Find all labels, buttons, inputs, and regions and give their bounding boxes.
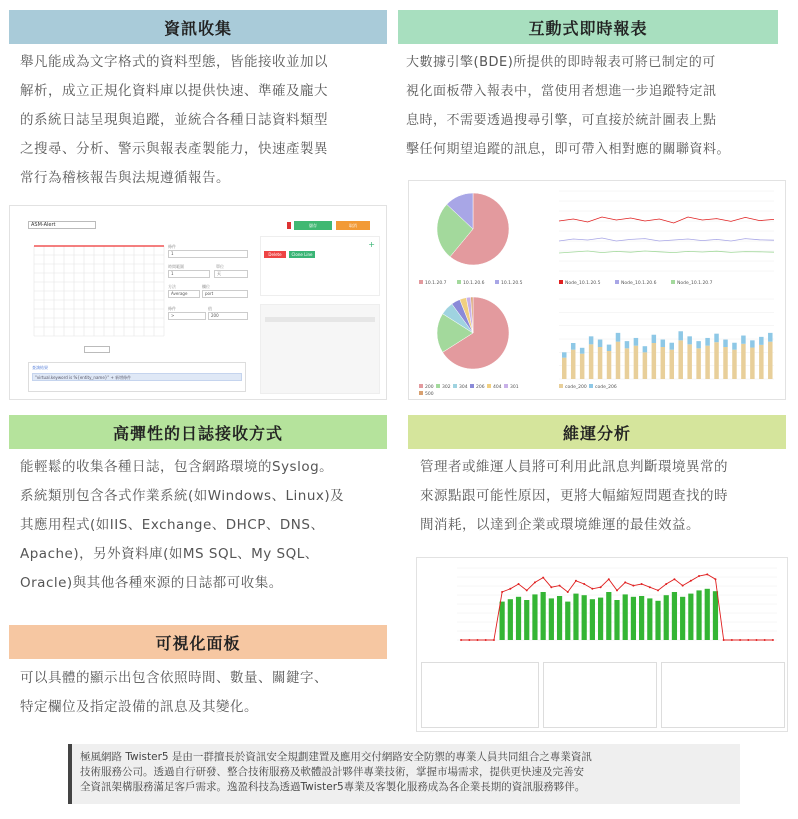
data-point bbox=[649, 586, 651, 588]
section-header-receive bbox=[9, 415, 387, 449]
bar bbox=[647, 598, 652, 640]
bar bbox=[589, 336, 594, 344]
company-footer bbox=[68, 744, 740, 804]
legend-label: Node_10.1.20.6 bbox=[621, 281, 657, 286]
legend-label: 10.1.20.7 bbox=[425, 281, 447, 286]
clone-chip-label: Clone Line bbox=[291, 252, 313, 257]
select-value: 1 bbox=[171, 251, 174, 256]
alert-grid-chart bbox=[26, 236, 166, 346]
data-point bbox=[682, 585, 684, 587]
bar bbox=[639, 596, 644, 640]
bar bbox=[571, 350, 576, 379]
data-point bbox=[723, 639, 725, 641]
plus-icon[interactable]: + bbox=[368, 240, 375, 249]
legend-swatch bbox=[419, 391, 423, 395]
bar bbox=[741, 344, 746, 379]
data-point bbox=[518, 583, 520, 585]
bar bbox=[652, 343, 657, 379]
query-text: "virtual.keyword is %{entity_name}" bbox=[35, 375, 110, 380]
bar bbox=[589, 344, 594, 379]
data-point bbox=[714, 578, 716, 580]
text-line: 之搜尋、分析、警示與報表產製能力，快速產製異 bbox=[20, 141, 328, 157]
section-header-collect bbox=[9, 10, 387, 44]
code-panel bbox=[260, 304, 380, 394]
bar bbox=[750, 348, 755, 379]
bar bbox=[616, 333, 621, 342]
text-line: 的系統日誌呈現與追蹤，並統合各種日誌資料類型 bbox=[20, 112, 328, 128]
code-line bbox=[265, 317, 375, 322]
delete-chip-label: Delete bbox=[268, 252, 282, 257]
select-value: Average bbox=[171, 291, 188, 296]
bar bbox=[688, 594, 693, 640]
query-input[interactable] bbox=[32, 373, 242, 381]
bar bbox=[713, 591, 718, 640]
data-point bbox=[641, 583, 643, 585]
bar bbox=[590, 599, 595, 640]
bar bbox=[516, 597, 521, 640]
text-line: 擊任何期望追蹤的訊息，即可帶入相對應的關聯資料。 bbox=[406, 142, 731, 157]
data-point bbox=[698, 575, 700, 577]
select-field[interactable] bbox=[168, 290, 200, 298]
legend-swatch bbox=[504, 384, 508, 388]
cancel-label: 取消 bbox=[349, 223, 357, 228]
bar bbox=[524, 600, 529, 640]
legend-label: 10.1.20.5 bbox=[501, 281, 523, 286]
save-button[interactable] bbox=[294, 221, 332, 230]
bar bbox=[643, 352, 648, 379]
bar bbox=[672, 592, 677, 640]
text-line: 特定欄位及指定設備的訊息及其變化。 bbox=[20, 699, 258, 715]
bar bbox=[614, 600, 619, 640]
legend-label: 206 bbox=[476, 385, 485, 390]
cancel-button[interactable] bbox=[336, 221, 370, 230]
text-line: 來源點跟可能性原因，更將大幅縮短問題查找的時 bbox=[420, 488, 728, 504]
clone-chip[interactable] bbox=[289, 251, 315, 258]
data-point bbox=[477, 639, 479, 641]
data-point bbox=[673, 578, 675, 580]
text-line: 可以具體的顯示出包含依照時間、數量、關鍵字、 bbox=[20, 670, 328, 686]
report-paragraph bbox=[406, 48, 791, 164]
stat-table bbox=[421, 662, 539, 728]
query-label: 查詢結果 bbox=[32, 365, 48, 370]
data-point bbox=[509, 588, 511, 590]
section-title: 資訊收集 bbox=[163, 18, 232, 38]
data-point bbox=[657, 589, 659, 591]
data-point bbox=[600, 586, 602, 588]
data-point bbox=[608, 578, 610, 580]
bar bbox=[723, 347, 728, 379]
select-value: port bbox=[205, 291, 214, 296]
bar bbox=[598, 347, 603, 379]
ops-bar-line-chart bbox=[417, 558, 788, 658]
select-field[interactable] bbox=[214, 270, 248, 278]
bar bbox=[606, 592, 611, 640]
bar bbox=[607, 351, 612, 379]
bar bbox=[687, 344, 692, 379]
receive-paragraph bbox=[20, 453, 390, 598]
legend-label: 304 bbox=[459, 385, 468, 390]
bar bbox=[680, 597, 685, 640]
legend-swatch bbox=[671, 280, 675, 284]
legend-label: 301 bbox=[510, 385, 519, 390]
legend-swatch bbox=[453, 384, 457, 388]
legend-label: 10.1.20.6 bbox=[463, 281, 485, 286]
ops-analysis-screenshot bbox=[416, 557, 788, 732]
text-line: 大數據引擎(BDE)所提供的即時報表可將已制定的可 bbox=[406, 55, 716, 70]
legend-swatch bbox=[436, 384, 440, 388]
bar bbox=[664, 595, 669, 640]
alert-name-value: ASM-Alert bbox=[31, 222, 56, 228]
bar bbox=[500, 602, 505, 640]
bar bbox=[750, 340, 755, 347]
stat-table bbox=[543, 662, 657, 728]
stat-table bbox=[661, 662, 785, 728]
text-line: 常行為稽核報告與法規遵循報告。 bbox=[20, 170, 230, 186]
section-header-report bbox=[398, 10, 778, 44]
ops-paragraph bbox=[420, 453, 792, 540]
section-title: 高彈性的日誌接收方式 bbox=[112, 423, 283, 443]
data-point bbox=[591, 588, 593, 590]
bar bbox=[562, 358, 567, 379]
data-point bbox=[550, 586, 552, 588]
action-panel bbox=[260, 236, 380, 296]
legend-swatch bbox=[487, 384, 491, 388]
series-line bbox=[559, 238, 774, 241]
bar bbox=[705, 589, 710, 640]
bar bbox=[625, 341, 630, 348]
bar bbox=[661, 340, 666, 347]
bar bbox=[623, 594, 628, 640]
data-point bbox=[575, 580, 577, 582]
bar bbox=[687, 336, 692, 344]
legend-label: code_200 bbox=[565, 385, 587, 390]
bar bbox=[652, 335, 657, 343]
bar bbox=[643, 346, 648, 352]
red-marker bbox=[287, 222, 291, 229]
series-line bbox=[559, 217, 774, 223]
bar bbox=[696, 341, 701, 348]
data-point bbox=[501, 591, 503, 593]
bar bbox=[741, 336, 746, 344]
field-label: 時間範圍 bbox=[168, 264, 184, 269]
alert-settings-screenshot bbox=[9, 205, 387, 400]
select-field[interactable] bbox=[168, 250, 248, 258]
select-field[interactable] bbox=[168, 270, 210, 278]
footer-line: 極風網路 Twister5 是由一群擅長於資訊安全規劃建置及應用交付網路安全防禦的專業人員共同組合之專業資訊 bbox=[80, 751, 592, 763]
bar bbox=[508, 599, 513, 640]
bar bbox=[557, 596, 562, 640]
field-label: 欄位 bbox=[202, 284, 210, 289]
bar bbox=[565, 602, 570, 640]
bar bbox=[705, 346, 710, 379]
series-line bbox=[559, 251, 774, 253]
legend-swatch bbox=[615, 280, 619, 284]
bar bbox=[723, 340, 728, 347]
footer-line: 技術服務公司。透過自行研發、整合技術服務及軟體設計夥伴專業技術，掌握市場需求，提供更快速及完善安 bbox=[80, 766, 584, 778]
field-label: 條件 bbox=[168, 306, 176, 311]
bar bbox=[655, 601, 660, 640]
delete-chip[interactable] bbox=[264, 251, 286, 258]
bar bbox=[634, 338, 639, 346]
data-point bbox=[559, 585, 561, 587]
bar bbox=[759, 345, 764, 379]
data-point bbox=[772, 639, 774, 641]
legend-label: 200 bbox=[425, 385, 434, 390]
data-point bbox=[665, 583, 667, 585]
bar bbox=[625, 348, 630, 379]
text-line: 舉凡能成為文字格式的資料型態，皆能接收並加以 bbox=[20, 54, 328, 70]
bar bbox=[634, 346, 639, 379]
data-point bbox=[542, 577, 544, 579]
data-point bbox=[739, 639, 741, 641]
footer-line: 全資訊架構服務滿足客戶需求。逸盈科技為透過Twister5專業及客製化服務成為各企業長期的資訊服務夥伴。 bbox=[80, 781, 586, 793]
text-line: 間消耗，以達到企業或環境維運的最佳效益。 bbox=[420, 517, 700, 533]
bar bbox=[582, 595, 587, 640]
legend-swatch bbox=[419, 384, 423, 388]
text-line: 解析，成立正規化資料庫以提供快速、準確及龐大 bbox=[20, 83, 328, 99]
text-line: Oracle)與其他各種來源的日誌都可收集。 bbox=[20, 575, 283, 591]
select-value: 1 bbox=[171, 271, 174, 276]
alert-name-field bbox=[28, 221, 96, 229]
data-point bbox=[624, 581, 626, 583]
legend-swatch bbox=[589, 384, 593, 388]
input-value: 200 bbox=[211, 313, 219, 318]
bar bbox=[732, 343, 737, 350]
text-line: 視化面板帶入報表中，當使用者想進一步追蹤特定訊 bbox=[406, 84, 717, 99]
bar bbox=[768, 333, 773, 342]
bar bbox=[678, 331, 683, 340]
data-point bbox=[567, 591, 569, 593]
data-point bbox=[747, 639, 749, 641]
text-line: 系統類別包含各式作業系統(如Windows、Linux)及 bbox=[20, 488, 345, 504]
text-line: 能輕鬆的收集各種日誌，包含網路環境的Syslog。 bbox=[20, 459, 334, 475]
bar bbox=[768, 342, 773, 379]
bar bbox=[580, 354, 585, 379]
section-header-ops bbox=[408, 415, 786, 449]
data-point bbox=[764, 639, 766, 641]
text-line: 其應用程式(如IIS、Exchange、DHCP、DNS、 bbox=[20, 517, 325, 533]
bar bbox=[696, 348, 701, 379]
stat-tables bbox=[421, 662, 785, 728]
data-point bbox=[731, 639, 733, 641]
legend-label: 404 bbox=[493, 385, 502, 390]
bar bbox=[573, 594, 578, 640]
legend-label: 302 bbox=[442, 385, 451, 390]
bar bbox=[732, 350, 737, 379]
query-box bbox=[28, 362, 246, 392]
legend-swatch bbox=[559, 280, 563, 284]
field-label: 方法 bbox=[168, 284, 176, 289]
query-button[interactable] bbox=[84, 346, 110, 353]
section-title: 維運分析 bbox=[562, 423, 631, 443]
data-point bbox=[632, 585, 634, 587]
legend-label: code_206 bbox=[595, 385, 617, 390]
select-value: 天 bbox=[217, 271, 221, 276]
bar bbox=[532, 594, 537, 640]
legend-swatch bbox=[470, 384, 474, 388]
dashboard-screenshot bbox=[408, 180, 786, 400]
legend-swatch bbox=[559, 384, 563, 388]
section-title: 互動式即時報表 bbox=[528, 18, 648, 38]
text-line: 息時，不需要透過搜尋引擎，可直接於統計圖表上點 bbox=[406, 113, 717, 128]
bar bbox=[696, 590, 701, 640]
field-label: 單位 bbox=[216, 264, 224, 269]
bar bbox=[598, 340, 603, 347]
data-point bbox=[583, 583, 585, 585]
legend-swatch bbox=[419, 280, 423, 284]
value-input[interactable] bbox=[208, 312, 248, 320]
text-line: 管理者或維運人員將可利用此訊息判斷環境異常的 bbox=[420, 459, 728, 475]
bar bbox=[670, 350, 675, 379]
data-point bbox=[468, 639, 470, 641]
bar bbox=[562, 352, 567, 357]
select-field[interactable] bbox=[202, 290, 248, 298]
text-line: Apache)，另外資料庫(如MS SQL、My SQL、 bbox=[20, 546, 319, 562]
bar bbox=[705, 338, 710, 346]
save-label: 儲存 bbox=[309, 223, 317, 228]
data-point bbox=[493, 639, 495, 641]
bar bbox=[549, 598, 554, 640]
field-label: 值 bbox=[208, 306, 212, 311]
data-point bbox=[755, 639, 757, 641]
data-point bbox=[460, 639, 462, 641]
legend-swatch bbox=[495, 280, 499, 284]
bar bbox=[607, 345, 612, 351]
data-point bbox=[616, 589, 618, 591]
data-point bbox=[526, 589, 528, 591]
data-point bbox=[690, 580, 692, 582]
select-field[interactable] bbox=[168, 312, 206, 320]
section-header-dashboard bbox=[9, 625, 387, 659]
field-label: 條件 bbox=[168, 244, 176, 249]
legend-label: Node_10.1.20.7 bbox=[677, 281, 713, 286]
legend-label: Node_10.1.20.5 bbox=[565, 281, 601, 286]
legend-swatch bbox=[457, 280, 461, 284]
bar bbox=[670, 343, 675, 350]
add-condition-link[interactable]: + 新增條件 bbox=[110, 375, 132, 380]
bar bbox=[571, 343, 576, 350]
form-area bbox=[168, 244, 256, 334]
bar bbox=[714, 334, 719, 343]
dashboard-charts bbox=[409, 181, 786, 400]
legend-label: 500 bbox=[425, 392, 434, 397]
bar bbox=[661, 347, 666, 379]
data-point bbox=[706, 573, 708, 575]
bar bbox=[714, 342, 719, 379]
bar bbox=[598, 598, 603, 640]
bar bbox=[541, 592, 546, 640]
bar bbox=[678, 340, 683, 379]
data-point bbox=[534, 581, 536, 583]
collect-paragraph bbox=[20, 48, 385, 193]
select-value: > bbox=[171, 313, 175, 318]
bar bbox=[631, 597, 636, 640]
bar bbox=[616, 342, 621, 379]
bar bbox=[759, 337, 764, 345]
data-point bbox=[485, 639, 487, 641]
bar bbox=[580, 348, 585, 354]
section-title: 可視化面板 bbox=[155, 633, 241, 653]
dashboard-paragraph bbox=[20, 664, 390, 722]
